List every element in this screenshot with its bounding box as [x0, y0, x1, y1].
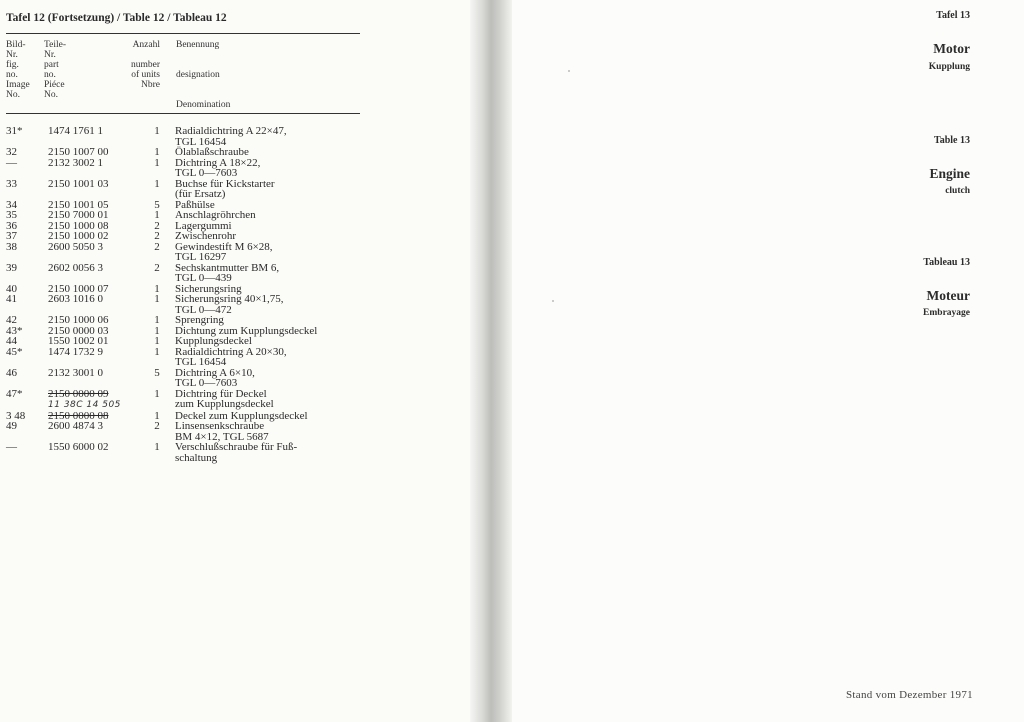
book-gutter: [470, 0, 512, 722]
cell-bild-nr: 37: [6, 230, 17, 242]
cell-anzahl: 1: [154, 156, 160, 169]
cell-anzahl: 1: [154, 282, 160, 295]
part-number: 2150 0000 03: [48, 324, 109, 337]
cell-bild-nr: 31*: [6, 125, 23, 137]
cell-benennung: Ölablaßschraube: [175, 146, 249, 158]
column-header-bild: Bild- Nr. fig. no. Image No.: [6, 40, 30, 100]
cell-benennung: Dichtring A 18×22, TGL 0—7603: [175, 156, 261, 179]
part-number: 2150 0000 08: [48, 409, 109, 422]
cell-bild-nr: 36: [6, 219, 17, 232]
table-13-heading: Table 13: [933, 135, 970, 146]
cell-bild-nr: —: [6, 156, 17, 169]
cell-benennung: Paßhülse: [175, 198, 215, 211]
part-number: 2600 5050 3: [48, 240, 103, 253]
motor-heading: Motor: [933, 41, 970, 56]
table-row: [0, 179, 470, 200]
cell-anzahl: 1: [154, 324, 160, 337]
tableau-13-heading: Tableau 13: [923, 257, 970, 268]
cell-teile-nr: [44, 179, 140, 200]
engine-heading: Engine: [929, 166, 970, 181]
cell-teile-nr: [44, 242, 140, 263]
cell-benennung: Deckel zum Kupplungsdeckel: [175, 409, 308, 422]
cell-bild-nr: —: [6, 441, 17, 453]
cell-anzahl: 1: [154, 125, 160, 137]
cell-bild-nr: 33: [6, 177, 17, 190]
part-number: 1474 1761 1: [48, 125, 103, 137]
part-number: 2150 0000 09: [48, 387, 109, 400]
cell-benennung: Sprengring: [175, 314, 224, 326]
left-page: [0, 0, 470, 722]
cell-benennung: Buchse für Kickstarter (für Ersatz): [175, 177, 275, 200]
cell-anzahl: 2: [154, 420, 160, 432]
header-rule-bottom: [6, 113, 360, 114]
cell-bild-nr: 35: [6, 209, 17, 221]
cell-anzahl: 1: [154, 387, 160, 400]
moteur-heading: Moteur: [926, 288, 970, 303]
embrayage-subheading: Embrayage: [923, 308, 970, 318]
cell-anzahl: 1: [154, 209, 160, 221]
cell-bild-nr: 41: [6, 293, 17, 305]
edition-date: Stand vom Dezember 1971: [846, 689, 973, 701]
cell-benennung: Sicherungsring 40×1,75, TGL 0—472: [175, 293, 284, 316]
clutch-subheading: clutch: [945, 186, 970, 196]
cell-anzahl: 5: [154, 366, 160, 379]
table-row: [0, 389, 470, 411]
cell-bild-nr: 45*: [6, 345, 23, 358]
cell-teile-nr: [44, 126, 140, 147]
cell-bild-nr: 32: [6, 146, 17, 158]
tafel-13-heading: Tafel 13: [936, 10, 970, 21]
cell-anzahl: 1: [154, 146, 160, 158]
part-number: 2132 3002 1: [48, 156, 103, 169]
cell-bild-nr: 49: [6, 420, 17, 432]
part-number: 2150 1001 03: [48, 177, 109, 190]
cell-teile-nr: [44, 389, 140, 411]
cell-anzahl: 2: [154, 261, 160, 274]
cell-benennung: Lagergummi: [175, 219, 232, 232]
table-row: [0, 126, 470, 147]
part-number: 2150 1000 08: [48, 219, 109, 232]
part-number: 2603 1016 0: [48, 293, 103, 305]
part-number: 2602 0056 3: [48, 261, 103, 274]
part-number: 1474 1732 9: [48, 345, 103, 358]
table-row: [0, 263, 470, 284]
cell-benennung: Radialdichtring A 20×30, TGL 16454: [175, 345, 287, 368]
cell-benennung: Radialdichtring A 22×47, TGL 16454: [175, 125, 287, 148]
cell-benennung: Dichtung zum Kupplungsdeckel: [175, 324, 318, 337]
cell-teile-nr: [44, 368, 140, 389]
cell-benennung: Dichtring A 6×10, TGL 0—7603: [175, 366, 255, 389]
cell-benennung: Verschlußschraube für Fuß- schaltung: [175, 441, 298, 464]
cell-bild-nr: 39: [6, 261, 17, 274]
cell-bild-nr: 43*: [6, 324, 23, 337]
part-number: 2150 7000 01: [48, 209, 109, 221]
cell-benennung: Sicherungsring: [175, 282, 242, 295]
cell-bild-nr: 40: [6, 282, 17, 295]
column-header-anzahl: Anzahl number of units Nbre: [130, 40, 160, 90]
cell-bild-nr: 46: [6, 366, 17, 379]
part-number: 1550 6000 02: [48, 441, 109, 453]
cell-benennung: Linsensenkschraube BM 4×12, TGL 5687: [175, 420, 269, 443]
cell-anzahl: 1: [154, 345, 160, 358]
handwritten-part-number: 11 38C 14 505: [48, 400, 121, 410]
cell-bild-nr: 38: [6, 240, 17, 253]
paper-speck: [552, 300, 554, 302]
cell-anzahl: 1: [154, 314, 160, 326]
cell-anzahl: 2: [154, 219, 160, 232]
cell-benennung: Zwischenrohr: [175, 230, 237, 242]
cell-anzahl: 2: [154, 230, 160, 242]
cell-anzahl: 1: [154, 293, 160, 305]
cell-teile-nr: [44, 421, 140, 442]
cell-anzahl: 1: [154, 177, 160, 190]
header-rule-top: [6, 33, 360, 34]
kupplung-subheading: Kupplung: [928, 62, 970, 72]
table-row: [0, 421, 470, 442]
part-number: 2132 3001 0: [48, 366, 103, 379]
cell-anzahl: 1: [154, 409, 160, 422]
part-number: 1550 1002 01: [48, 335, 109, 347]
part-number: 2150 1000 06: [48, 314, 109, 326]
part-number: 2150 1007 00: [48, 146, 109, 158]
parts-table: [0, 126, 470, 463]
cell-anzahl: 5: [154, 198, 160, 211]
cell-teile-nr: [44, 294, 140, 315]
table-row: [0, 347, 470, 368]
cell-benennung: Kupplungsdeckel: [175, 335, 252, 347]
cell-teile-nr: [44, 442, 140, 463]
paper-speck: [568, 70, 570, 72]
column-header-benennung: Benennung designation Denomination: [176, 40, 231, 110]
cell-bild-nr: 42: [6, 314, 17, 326]
table-row: [0, 242, 470, 263]
cell-benennung: Dichtring für Deckel zum Kupplungsdeckel: [175, 387, 274, 410]
cell-bild-nr: 47*: [6, 387, 23, 400]
cell-teile-nr: [44, 158, 140, 179]
cell-bild-nr: 44: [6, 335, 17, 347]
cell-teile-nr: [44, 263, 140, 284]
table-row: [0, 442, 470, 463]
table-row: [0, 368, 470, 389]
cell-bild-nr: 34: [6, 198, 17, 211]
part-number: 2150 1001 05: [48, 198, 109, 211]
right-page: [512, 0, 1024, 722]
cell-benennung: Anschlagröhrchen: [175, 209, 256, 221]
cell-anzahl: 1: [154, 441, 160, 453]
column-header-teile: Teile- Nr. part no. Piéce No.: [44, 40, 67, 100]
cell-bild-nr: 3 48: [6, 409, 26, 422]
table-row: [0, 158, 470, 179]
part-number: 2600 4874 3: [48, 420, 103, 432]
cell-benennung: Sechskantmutter BM 6, TGL 0—439: [175, 261, 280, 284]
part-number: 2150 1000 02: [48, 230, 109, 242]
part-number: 2150 1000 07: [48, 282, 109, 295]
page-title: Tafel 12 (Fortsetzung) / Table 12 / Tableau 12: [6, 12, 227, 24]
cell-anzahl: 2: [154, 240, 160, 253]
table-row: [0, 294, 470, 315]
cell-benennung: Gewindestift M 6×28, TGL 16297: [175, 240, 273, 263]
cell-anzahl: 1: [154, 335, 160, 347]
cell-teile-nr: [44, 347, 140, 368]
